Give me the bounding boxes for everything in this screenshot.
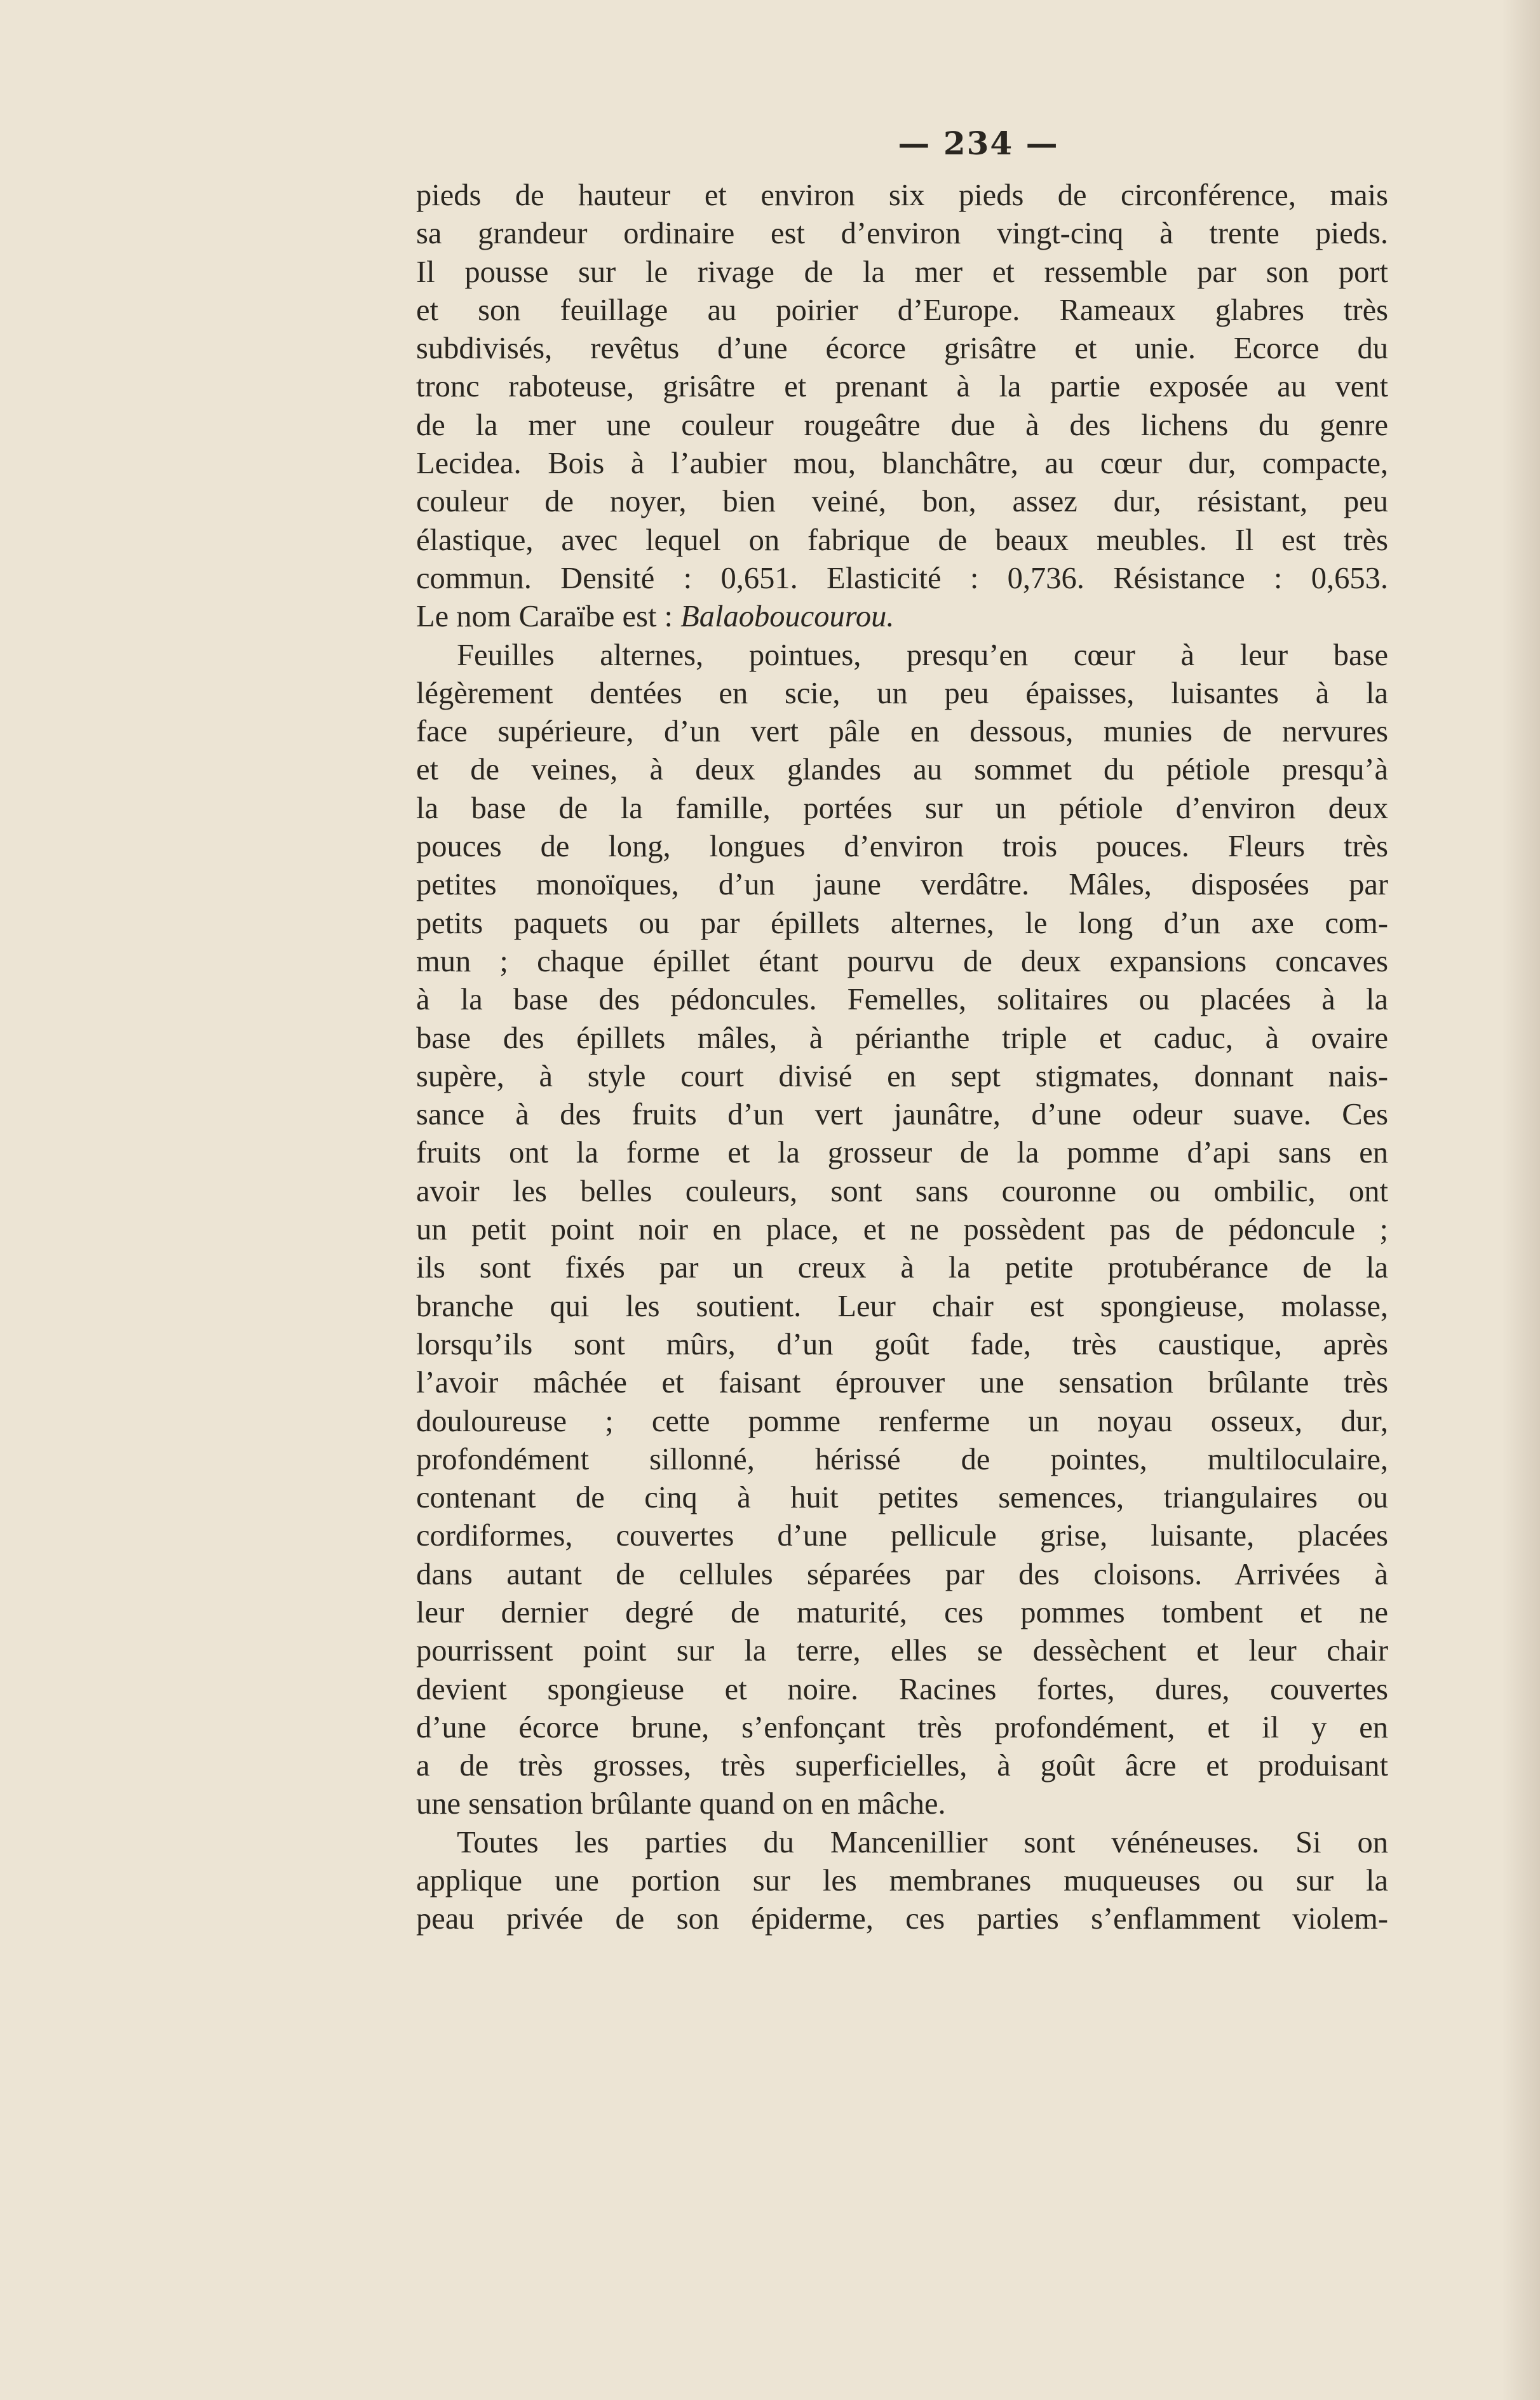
text-line: à la base des pédoncules. Femelles, solitaires ou placées à la <box>416 983 1388 1017</box>
text-fragment: Le nom Caraïbe est : <box>416 600 673 634</box>
text-line: leur dernier degré de maturité, ces pommes tombent et ne <box>416 1595 1388 1629</box>
text-line: tronc raboteuse, grisâtre et prenant à la partie exposée au vent <box>416 370 1388 404</box>
text-line: petits paquets ou par épillets alternes, le long d’un axe com- <box>416 906 1388 940</box>
text-line: applique une portion sur les membranes muqueuses ou sur la <box>416 1864 1388 1898</box>
text-line: mun ; chaque épillet étant pourvu de deux expansions concaves <box>416 944 1388 978</box>
text-line: base des épillets mâles, à périanthe triple et caduc, à ovaire <box>416 1021 1388 1055</box>
text-line: d’une écorce brune, s’enfonçant très profondément, et il y en <box>416 1710 1388 1744</box>
text-line: sa grandeur ordinaire est d’environ vingt-cinq à trente pieds. <box>416 217 1388 251</box>
text-line: Lecidea. Bois à l’aubier mou, blanchâtre, au cœur dur, compacte, <box>416 447 1388 481</box>
text-line: avoir les belles couleurs, sont sans couronne ou ombilic, ont <box>416 1174 1388 1208</box>
text-line: de la mer une couleur rougeâtre due à des lichens du genre <box>416 408 1388 442</box>
text-line: une sensation brûlante quand on en mâche. <box>416 1787 946 1821</box>
text-line: Toutes les parties du Mancenillier sont vénéneuses. Si on <box>457 1825 1388 1859</box>
page-number: — 234 — <box>898 125 1059 162</box>
text-line: fruits ont la forme et la grosseur de la pomme d’api sans en <box>416 1136 1388 1170</box>
text-line: pouces de long, longues d’environ trois pouces. Fleurs très <box>416 830 1388 864</box>
text-line: douloureuse ; cette pomme renferme un noyau osseux, dur, <box>416 1404 1388 1438</box>
text-line: commun. Densité : 0,651. Elasticité : 0,736. Résistance : 0,653. <box>416 561 1388 595</box>
paragraph-1 <box>416 177 1388 637</box>
text-line: a de très grosses, très superficielles, à goût âcre et produisant <box>416 1749 1388 1783</box>
body-text <box>416 177 1388 1939</box>
text-line: pourrissent point sur la terre, elles se dessèchent et leur chair <box>416 1634 1388 1668</box>
paragraph-3 <box>416 1824 1388 1939</box>
text-line: petites monoïques, d’un jaune verdâtre. Mâles, disposées par <box>416 868 1388 902</box>
text-line: cordiformes, couvertes d’une pellicule grise, luisante, placées <box>416 1519 1388 1553</box>
paragraph-2 <box>416 637 1388 1824</box>
text-line: Il pousse sur le rivage de la mer et ressemble par son port <box>416 255 1388 289</box>
text-line <box>416 598 1388 636</box>
text-line: subdivisés, revêtus d’une écorce grisâtre et unie. Ecorce du <box>416 332 1388 366</box>
text-line: légèrement dentées en scie, un peu épaisses, luisantes à la <box>416 676 1388 710</box>
text-line: un petit point noir en place, et ne possèdent pas de pédoncule ; <box>416 1213 1388 1247</box>
text-line: contenant de cinq à huit petites semences, triangulaires ou <box>416 1481 1388 1515</box>
text-line: peau privée de son épiderme, ces parties s’enflamment violem- <box>416 1902 1388 1936</box>
text-line: ils sont fixés par un creux à la petite protubérance de la <box>416 1251 1388 1285</box>
text-line: face supérieure, d’un vert pâle en dessous, munies de nervures <box>416 715 1388 749</box>
text-line: lorsqu’ils sont mûrs, d’un goût fade, très caustique, après <box>416 1327 1388 1361</box>
text-line: élastique, avec lequel on fabrique de beaux meubles. Il est très <box>416 523 1388 557</box>
text-line: Feuilles alternes, pointues, presqu’en cœur à leur base <box>457 638 1388 672</box>
caribbean-name: Balaoboucourou. <box>680 600 895 634</box>
text-line: sance à des fruits d’un vert jaunâtre, d’une odeur suave. Ces <box>416 1098 1388 1132</box>
text-line: et son feuillage au poirier d’Europe. Rameaux glabres très <box>416 293 1388 327</box>
text-line: et de veines, à deux glandes au sommet du pétiole presqu’à <box>416 753 1388 787</box>
text-line: pieds de hauteur et environ six pieds de circonférence, mais <box>416 179 1388 212</box>
text-line: profondément sillonné, hérissé de pointes, multiloculaire, <box>416 1442 1388 1476</box>
text-line: la base de la famille, portées sur un pétiole d’environ deux <box>416 791 1388 825</box>
text-line: l’avoir mâchée et faisant éprouver une sensation brûlante très <box>416 1366 1388 1400</box>
text-line: dans autant de cellules séparées par des cloisons. Arrivées à <box>416 1557 1388 1591</box>
text-line: devient spongieuse et noire. Racines fortes, dures, couvertes <box>416 1672 1388 1706</box>
page-edge-shadow <box>1502 0 1540 2400</box>
text-line: couleur de noyer, bien veiné, bon, assez dur, résistant, peu <box>416 485 1388 519</box>
text-line: supère, à style court divisé en sept stigmates, donnant nais- <box>416 1059 1388 1093</box>
text-line: branche qui les soutient. Leur chair est spongieuse, molasse, <box>416 1289 1388 1323</box>
